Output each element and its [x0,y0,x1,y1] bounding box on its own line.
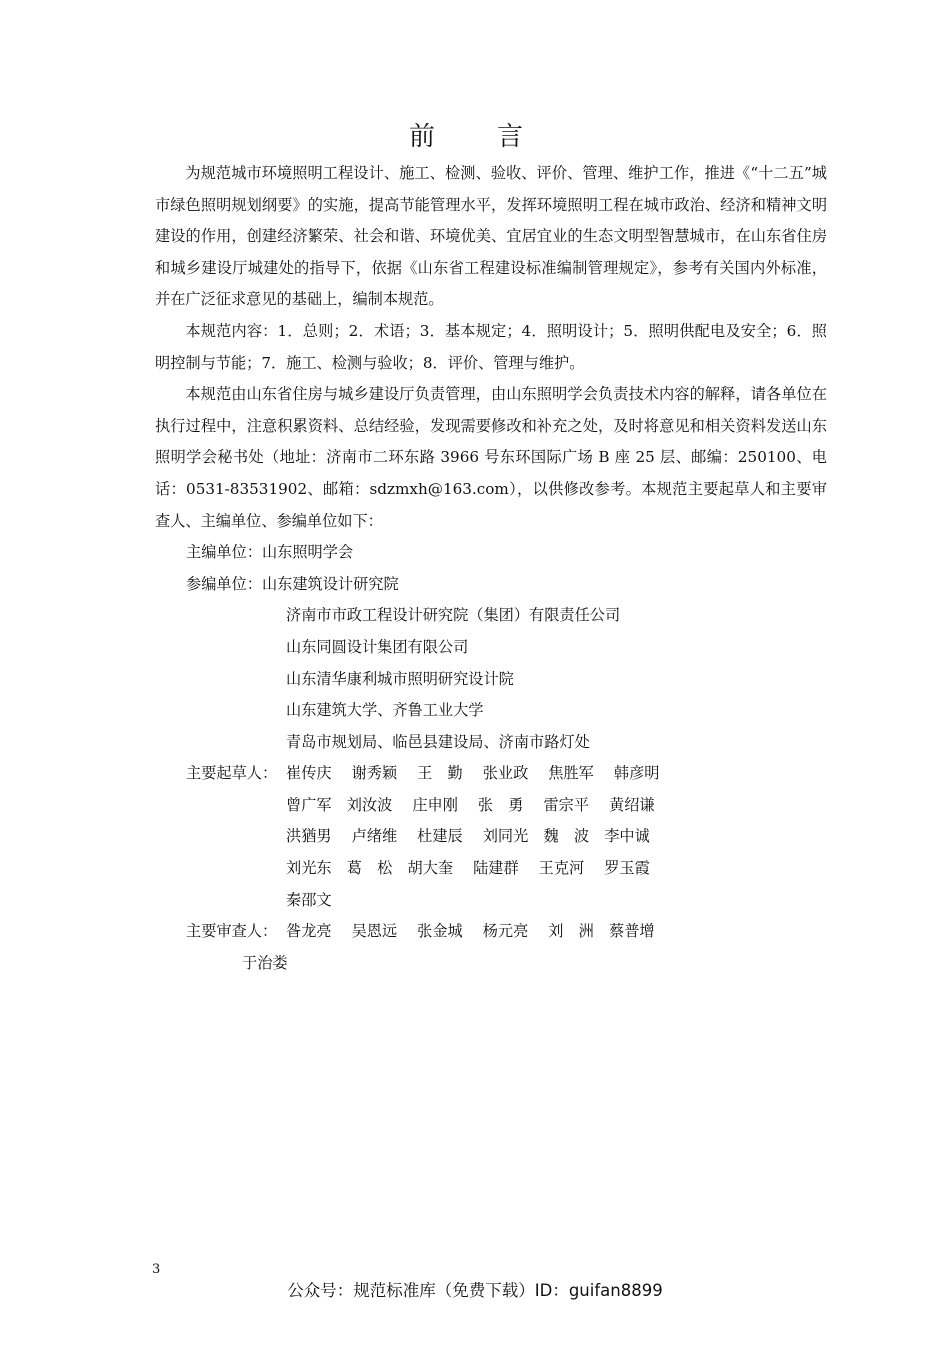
chief-editor-value: 山东照明学会 [261,543,354,562]
reviewers-label: 主要审查人： [186,922,278,941]
reviewers-names: 于治娄 [242,953,288,972]
drafters-names: 崔传庆 谢秀颖 王 勤 张业政 焦胜军 韩彦明 [286,764,660,783]
drafters-names: 刘光东 葛 松 胡大奎 陆建群 王克河 罗玉霞 [286,859,650,878]
participants-label: 参编单位： [186,574,262,593]
participants-row [155,569,827,601]
reviewers-row [155,916,827,948]
participant-unit: 山东建筑大学、齐鲁工业大学 [286,701,484,720]
page-title: 前 言 [408,122,541,152]
chief-editor-row [155,537,827,569]
drafters-names: 秦邵文 [286,890,332,909]
drafters-row [155,758,827,790]
participant-unit: 山东同圆设计集团有限公司 [286,637,469,656]
reviewers-names: 昝龙亮 吴恩远 张金城 杨元亮 刘 洲 蔡普增 [286,922,655,941]
participant-unit: 济南市市政工程设计研究院（集团）有限责任公司 [286,606,621,625]
drafters-label: 主要起草人： [186,764,278,783]
paragraph-management: 本规范由山东省住房与城乡建设厅负责管理，由山东照明学会负责技术内容的解释，请各单位在执行过程中，注意积累资料、总结经验，发现需要修改和补充之处，及时将意见和相关资料发送山东照明学会秘书处（地址：济南市二环东路 3966 号东环国际广场 B 座 25 层、邮编：250100、电话：0531-83531902、邮箱：sdzmxh@163.com），以供修改参考。本规范主要起草人和主要审查人、主编单位、参编单位如下： [155,385,827,530]
body-text [155,158,827,979]
paragraph-purpose: 为规范城市环境照明工程设计、施工、检测、验收、评价、管理、维护工作，推进《“十二五”城市绿色照明规划纲要》的实施，提高节能管理水平，发挥环境照明工程在城市政治、经济和精神文明建设的作用，创建经济繁荣、社会和谐、环境优美、宜居宜业的生态文明型智慧城市，在山东省住房和城乡建设厅城建处的指导下，依据《山东省工程建设标准编制管理规定》，参考有关国内外标准，并在广泛征求意见的基础上，编制本规范。 [155,164,827,309]
participant-unit: 山东清华康利城市照明研究设计院 [286,669,514,688]
participant-unit: 青岛市规划局、临邑县建设局、济南市路灯处 [286,732,590,751]
drafters-names: 曾广军 刘汝波 庄申刚 张 勇 雷宗平 黄绍谦 [286,795,655,814]
paragraph-contents: 本规范内容：1．总则；2．术语；3．基本规定；4．照明设计；5．照明供配电及安全；6．照明控制与节能；7．施工、检测与验收；8．评价、管理与维护。 [155,321,827,372]
chief-editor-label: 主编单位： [186,543,262,562]
drafters-names: 洪猶男 卢绪维 杜建辰 刘同光 魏 波 李中诚 [286,827,650,846]
footer-watermark: 公众号：规范标准库（免费下载）ID：guifan8899 [287,1281,663,1300]
participant-unit: 山东建筑设计研究院 [261,574,399,593]
page-number: 3 [152,1262,161,1277]
